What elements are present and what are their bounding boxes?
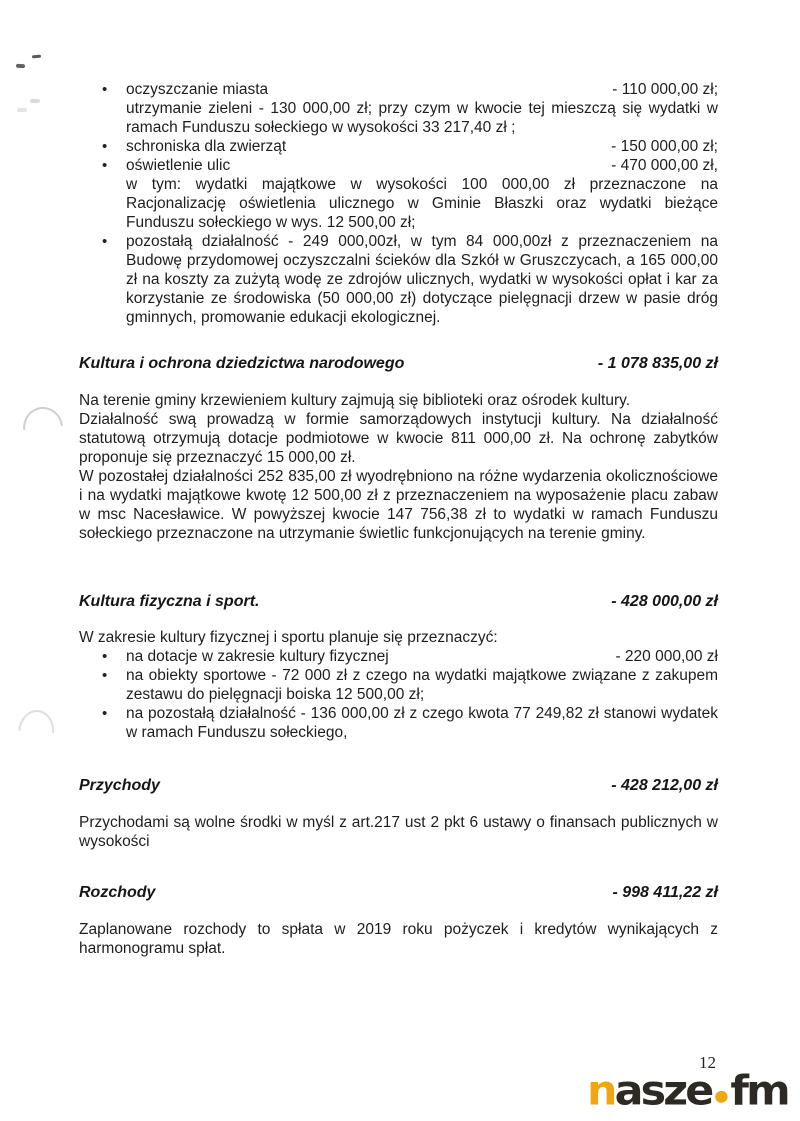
expenditure-bullet-list: [79, 80, 718, 327]
paragraph: Zaplanowane rozchody to spłata w 2019 roku pożyczek i kredytów wynikających z harmonogramu spłat.: [79, 921, 718, 957]
scan-speck: [16, 64, 25, 68]
item-text: • na pozostałą działalność - 136 000,00 zł z czego kwota 77 249,82 zł stanowi wydatek w ramach Funduszu sołeckiego,: [126, 705, 718, 741]
list-item: [79, 647, 718, 666]
scan-speck: [30, 99, 40, 103]
item-label: • oczyszczanie miasta: [126, 81, 269, 98]
section-title: Rozchody: [79, 884, 156, 901]
item-detail: w tym: wydatki majątkowe w wysokości 100 000,00 zł przeznaczone na Racjonalizację oświetlenia ulicznego w Gminie Błaszki oraz wydatki bieżące Funduszu sołeckiego w wys. 12 500,00 zł;: [126, 176, 718, 231]
section-przychody: [79, 776, 718, 851]
section-heading: [79, 883, 718, 903]
item-label: • schroniska dla zwierząt: [126, 138, 287, 155]
section-heading: [79, 776, 718, 796]
section-title: Przychody: [79, 777, 160, 794]
section-intro: W zakresie kultury fizycznej i sportu planuje się przeznaczyć:: [79, 629, 498, 646]
item-detail: utrzymanie zieleni - 130 000,00 zł; przy czym w kwocie tej mieszczą się wydatki w ramach Funduszu sołeckiego w wysokości 33 217,40 zł ;: [126, 100, 718, 136]
section-heading: [79, 354, 718, 374]
paragraph: Na terenie gminy krzewieniem kultury zajmują się biblioteki oraz ośrodek kultury.: [79, 392, 631, 409]
section-amount: - 998 411,22 zł: [612, 884, 718, 901]
list-item: [79, 156, 718, 232]
scan-speck: [17, 108, 27, 112]
section-kultura-dziedzictwo: [79, 354, 718, 543]
paragraph: Przychodami są wolne środki w myśl z art.217 ust 2 pkt 6 ustawy o finansach publicznych w wysokości: [79, 814, 718, 850]
nasze-fm-logo: [587, 1066, 787, 1114]
logo-dot-icon: [715, 1091, 727, 1103]
section-amount: - 428 212,00 zł: [611, 777, 718, 794]
item-amount: - 220 000,00 zł: [615, 648, 718, 665]
item-text: • pozostałą działalność - 249 000,00zł, w tym 84 000,00zł z przeznaczeniem na Budowę przydomowej oczyszczalni ścieków dla Szkół w Gruszczycach, a 165 000,00 zł na koszty za zużytą wodę ze zdrojów ulicznych, wydatki w wysokości opłat i kar za korzystanie ze środowiska (50 000,00 zł) dotyczące pielęgnacji drzew w pasie dróg gminnych, promowanie edukacji ekologicznej.: [126, 233, 718, 326]
section-amount: - 1 078 835,00 zł: [597, 355, 718, 372]
section-amount: - 428 000,00 zł: [611, 593, 718, 610]
scan-arc-artifact: [21, 405, 63, 430]
logo-letters-fm: fm: [730, 1066, 788, 1115]
scan-speck: [32, 55, 41, 59]
section-title: Kultura i ochrona dziedzictwa narodowego: [79, 355, 405, 372]
page-number: 12: [699, 1053, 716, 1072]
section-title: Kultura fizyczna i sport.: [79, 593, 260, 610]
paragraph: W pozostałej działalności 252 835,00 zł wyodrębniono na różne wydarzenia okolicznościowe i na wydatki majątkowe kwotę 12 500,00 zł z przeznaczeniem na wyposażenie placu zabaw w msc Nacesławice. W powyższej kwocie 147 756,38 zł to wydatki w ramach Funduszu sołeckiego przeznaczone na utrzymanie świetlic funkcjonujących na terenie gminy.: [79, 468, 718, 542]
list-item: [79, 137, 718, 156]
item-label: • oświetlenie ulic: [126, 157, 231, 174]
list-item: [79, 666, 718, 704]
section-heading: [79, 592, 718, 612]
logo-letters-asze: asze: [614, 1066, 712, 1115]
item-amount: - 150 000,00 zł;: [611, 138, 718, 155]
logo-letter-n: n: [587, 1066, 615, 1115]
item-text: • na obiekty sportowe - 72 000 zł z czego na wydatki majątkowe związane z zakupem zestawu do pielęgnacji boiska 12 500,00 zł;: [126, 667, 718, 703]
list-item: [79, 80, 718, 137]
item-amount: - 470 000,00 zł,: [611, 157, 718, 174]
list-item: [79, 232, 718, 327]
item-label: • na dotacje w zakresie kultury fizycznej: [126, 648, 389, 665]
item-amount: - 110 000,00 zł;: [612, 81, 718, 98]
section-kultura-fizyczna: [79, 592, 718, 742]
list-item: [79, 704, 718, 742]
section-rozchody: [79, 883, 718, 958]
scan-arc-artifact: [18, 709, 55, 733]
paragraph: Działalność swą prowadzą w formie samorządowych instytucji kultury. Na działalność statutową otrzymują dotacje podmiotowe w kwocie 811 000,00 zł. Na ochronę zabytków proponuje się przeznaczyć 15 000,00 zł.: [79, 411, 718, 466]
